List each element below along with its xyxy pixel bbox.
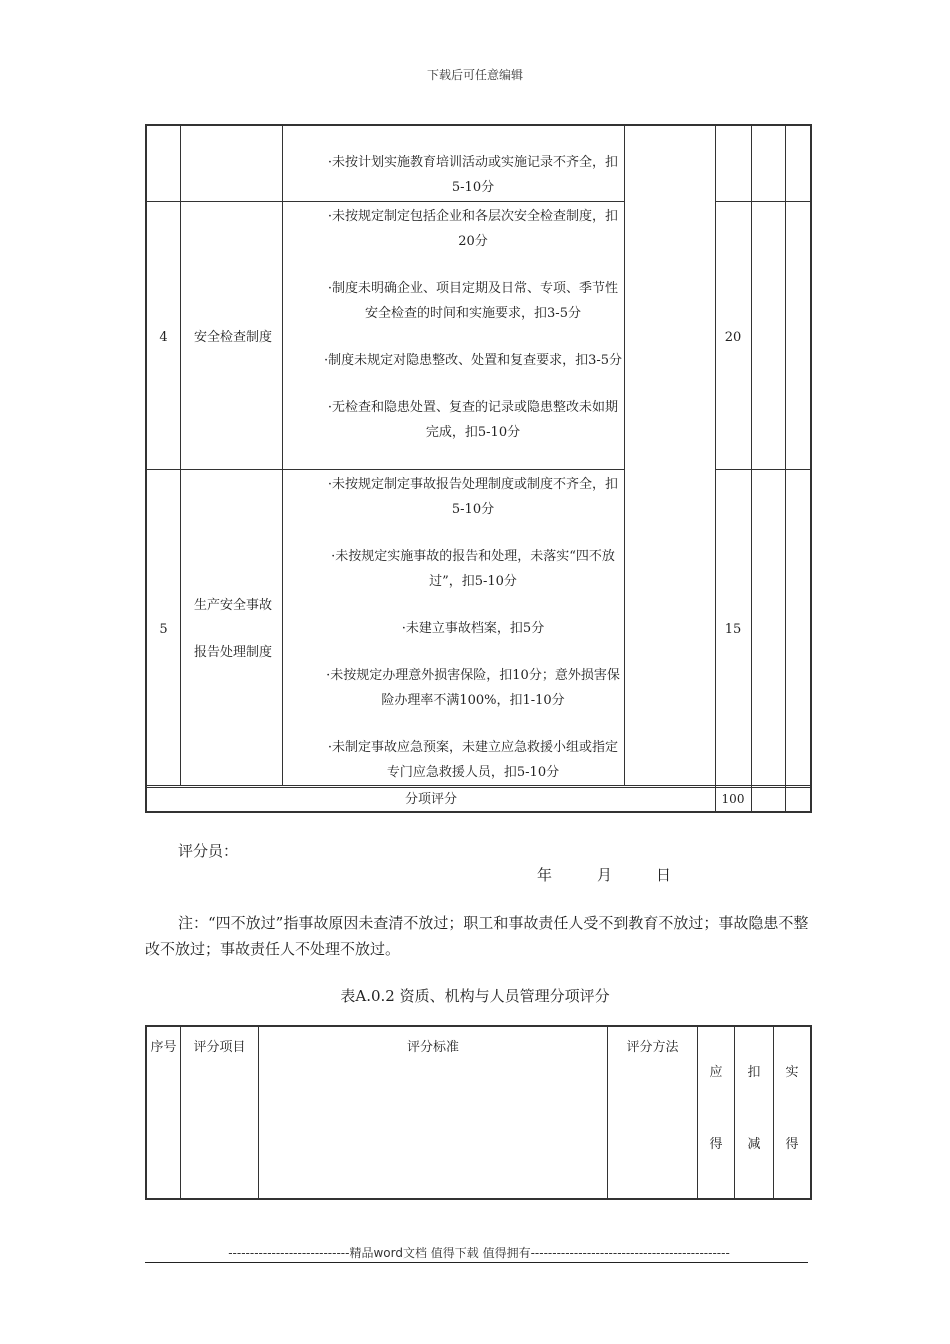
row-divider xyxy=(715,201,810,202)
header-should-bottom: 得 xyxy=(709,1137,723,1152)
criterion-text: ·无检查和隐患处置、复查的记录或隐患整改未如期完成，扣5-10分 xyxy=(327,400,619,440)
col-divider xyxy=(715,126,716,785)
header-criteria: 评分标准 xyxy=(406,1040,459,1055)
criterion-text: ·未按规定制定事故报告处理制度或制度不齐全，扣5-10分 xyxy=(327,477,619,517)
footer-text: ----------------------------精品word文档 值得下载 值得拥有---------------------------------------------- xyxy=(228,1246,730,1260)
date-day: 日 xyxy=(656,866,672,884)
score-value: 20 xyxy=(724,330,742,345)
criteria-cell xyxy=(322,204,624,445)
header-no: 序号 xyxy=(150,1040,177,1055)
row-number: 4 xyxy=(159,330,168,345)
header-note: 下载后可任意编辑 xyxy=(426,68,523,82)
header-deduct-bottom: 减 xyxy=(747,1137,761,1152)
header-item: 评分项目 xyxy=(193,1040,246,1055)
criterion-text: ·制度未规定对隐患整改、处置和复查要求，扣3-5分 xyxy=(323,353,623,368)
item-name: 安全检查制度 xyxy=(193,330,272,345)
criterion-text: ·未按计划实施教育培训活动或实施记录不齐全，扣5-10分 xyxy=(327,155,619,195)
col-divider xyxy=(624,126,625,785)
row-divider xyxy=(147,201,625,202)
criteria-cell xyxy=(322,150,624,200)
row-divider xyxy=(715,469,810,470)
footer-rule xyxy=(145,1262,808,1263)
item-name: 生产安全事故 xyxy=(193,598,272,613)
total-score: 100 xyxy=(721,792,745,806)
score-value: 15 xyxy=(724,622,742,637)
scoring-table-2 xyxy=(145,1025,812,1200)
col-divider xyxy=(697,1027,698,1198)
criterion-text: ·制度未明确企业、项目定期及日常、专项、季节性安全检查的时间和实施要求，扣3-5分 xyxy=(327,281,619,321)
header-actual-bottom: 得 xyxy=(785,1137,799,1152)
row-number: 5 xyxy=(159,622,168,637)
header-actual-top: 实 xyxy=(785,1065,799,1080)
criterion-text: ·未制定事故应急预案，未建立应急救援小组或指定专门应急救援人员，扣5-10分 xyxy=(327,740,619,780)
header-deduct-top: 扣 xyxy=(747,1065,761,1080)
col-divider xyxy=(773,1027,774,1198)
criterion-text: ·未按规定办理意外损害保险，扣10分；意外损害保险办理率不满100%，扣1-10分 xyxy=(326,668,620,708)
date-month: 月 xyxy=(597,866,613,884)
col-divider xyxy=(180,126,181,785)
criterion-text: ·未按规定实施事故的报告和处理，未落实“四不放过”，扣5-10分 xyxy=(331,549,615,589)
evaluator-label: 评分员： xyxy=(178,842,239,860)
col-divider xyxy=(282,126,283,785)
total-label: 分项评分 xyxy=(404,792,457,807)
footnote: 注：“四不放过”指事故原因未查清不放过；职工和事故责任人受不到教育不放过；事故隐患不整改不放过；事故责任人不处理不放过。 xyxy=(145,914,809,958)
criterion-text: ·未按规定制定包括企业和各层次安全检查制度，扣20分 xyxy=(327,209,619,249)
table-title: 表A.0.2 资质、机构与人员管理分项评分 xyxy=(340,987,610,1005)
criteria-cell xyxy=(322,472,624,785)
col-divider xyxy=(734,1027,735,1198)
row-divider xyxy=(147,469,625,470)
header-method: 评分方法 xyxy=(626,1040,679,1055)
criterion-text: ·未建立事故档案，扣5分 xyxy=(401,621,545,636)
scoring-table-1 xyxy=(145,124,812,813)
date-year: 年 xyxy=(537,866,553,884)
header-should-top: 应 xyxy=(709,1065,723,1080)
item-name: 报告处理制度 xyxy=(193,645,272,660)
row-divider xyxy=(147,785,810,786)
